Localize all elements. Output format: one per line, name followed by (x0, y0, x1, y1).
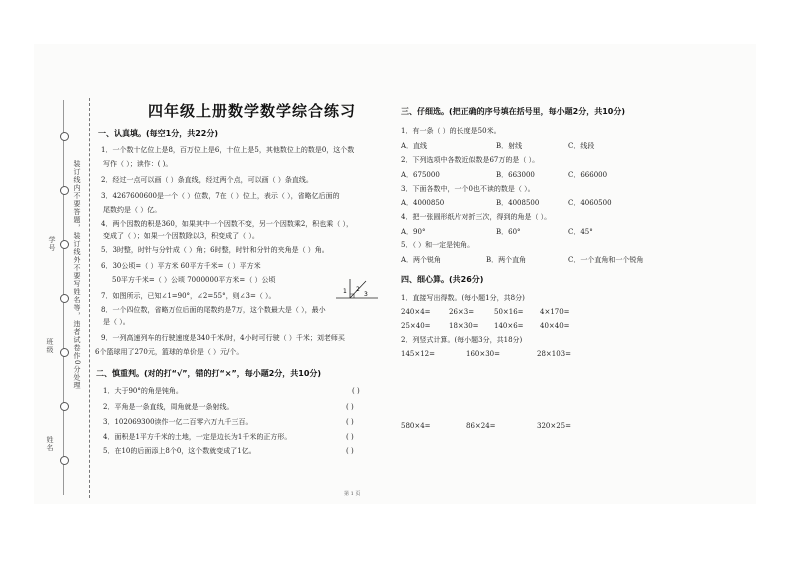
s3-q3-option-c: C．4060500 (568, 199, 612, 207)
s3-q4-option-b: B．60° (496, 228, 521, 236)
answer-blank[interactable]: ( ) (346, 403, 354, 411)
calc-item: 86×24= (466, 422, 496, 430)
s1-q8a: 8．一个四位数，省略万位后面的尾数约是7万，这个数最大是（ ），最小 (101, 306, 326, 314)
binding-dashed-line (89, 98, 90, 498)
s3-q4-option-a: A．90° (401, 228, 426, 236)
s3-q1-option-a: A．直线 (401, 142, 428, 150)
calc-item: 40×40= (540, 322, 570, 330)
class-label: 班级 (46, 338, 54, 354)
s1-q5: 5．3时整，时针与分针成（ ）角；6时整，时针和分针的夹角是（ ）角。 (101, 246, 329, 254)
binding-hole-icon (60, 240, 69, 249)
answer-blank[interactable]: ( ) (352, 387, 360, 395)
section3-title: 三、仔细选。(把正确的序号填在括号里，每小题2分，共10分) (401, 107, 626, 116)
page-number: 第 1 页 (344, 491, 361, 497)
s3-q2-option-a: A．675000 (401, 171, 440, 179)
calc-item: 320×25= (537, 422, 571, 430)
binding-hole-icon (60, 294, 69, 303)
s3-q3-option-a: A．4000850 (401, 199, 445, 207)
s3-q2-option-b: B．663000 (496, 171, 535, 179)
calc-item: 580×4= (401, 422, 431, 430)
s1-q2: 2．经过一点可以画（ ）条直线，经过两个点，可以画（ ）条直线。 (101, 176, 313, 184)
s1-q3b: 尾数约是（ ）亿。 (103, 206, 162, 214)
binding-hole-icon (60, 186, 69, 195)
s1-q4b: 变成了（ ）；如果一个因数除以3，积变成了（ ）。 (103, 232, 259, 240)
calc-item: 28×103= (537, 350, 571, 358)
answer-blank[interactable]: ( ) (346, 418, 354, 426)
s3-q1-option-b: B．射线 (496, 142, 523, 150)
binding-notice: 装订线内不要答题，装订线外不要写姓名等，违者试卷作0分处理 (73, 160, 81, 390)
answer-blank[interactable]: ( ) (346, 447, 354, 455)
calc-item: 145×12= (401, 350, 435, 358)
s1-q7: 7．如图所示，已知∠1=90°，∠2=55°，则∠3=（ ）。 (101, 292, 276, 300)
s3-q3-option-b: B．4008500 (496, 199, 540, 207)
s2-item: 5．在10的后面添上8个0，这个数就变成了1亿。 (103, 447, 256, 455)
s2-item: 4．面积是1平方千米的土地，一定是边长为1千米的正方形。 (103, 433, 292, 441)
calc-item: 26×3= (449, 308, 475, 316)
s2-item: 3．102069300读作一亿二百零六万九千三百。 (103, 418, 253, 426)
binding-hole-icon (60, 132, 69, 141)
s1-q6a: 6．30公顷=（ ）平方米 60平方千米=（ ）平方米 (101, 262, 261, 270)
s1-q6b: 50平方千米=（ ）公顷 7000000平方米=（ ）公顷 (112, 276, 276, 284)
section1-title: 一、认真填。(每空1分，共22分) (98, 129, 219, 138)
s3-q2: 2．下列选项中各数近似数是67万的是（ ）。 (401, 156, 540, 164)
s3-q1-option-c: C．线段 (568, 142, 595, 150)
s3-q1: 1．有一条（ ）的长度是50米。 (401, 127, 501, 135)
calc-item: 18×30= (449, 322, 479, 330)
s1-q9a: 9．一列高速列车的行驶速度是340千米/时，4小时可行驶（ ）千米；刘老师买 (101, 334, 345, 342)
calc-item: 50×16= (494, 308, 524, 316)
s3-q5-option-b: B．两个直角 (486, 256, 527, 264)
s1-q8b: 是（ ）。 (103, 318, 130, 326)
student-id-label: 学号 (48, 236, 56, 252)
calc-item: 240×4= (401, 308, 431, 316)
section2-title: 二、慎重判。(对的打“√”，错的打“×”，每小题2分，共10分) (96, 369, 322, 378)
s3-q5-option-c: C．一个直角和一个锐角 (568, 256, 644, 264)
s4-q2: 2．列竖式计算。(每小题3分，共18分) (401, 336, 523, 344)
s3-q3: 3．下面各数中，一个0也不读的数是（ ）。 (401, 185, 535, 193)
s3-q2-option-c: C．666000 (568, 171, 608, 179)
svg-text:2: 2 (356, 286, 360, 293)
s2-item: 1．大于90°的角是钝角。 (103, 387, 183, 395)
s1-q9b: 6个篮球用了270元，篮球的单价是（ ）元/个。 (95, 348, 244, 356)
svg-text:1: 1 (343, 288, 347, 295)
s3-q5-option-a: A．两个锐角 (401, 256, 442, 264)
binding-hole-icon (60, 348, 69, 357)
name-label: 姓名 (46, 436, 54, 452)
angle-figure (334, 276, 380, 302)
section4-title: 四、细心算。(共26分) (401, 275, 484, 284)
answer-blank[interactable]: ( ) (346, 433, 354, 441)
calc-item: 25×40= (401, 322, 431, 330)
s1-q1b: 写作（ ）；读作：( )。 (103, 160, 173, 168)
calc-item: 160×30= (466, 350, 500, 358)
s1-q4a: 4．两个因数的积是360，如果其中一个因数不变，另一个因数乘2，积也乘（ ）， (101, 220, 353, 228)
calc-item: 4×170= (540, 308, 570, 316)
s3-q4-option-c: C．45° (568, 228, 593, 236)
s1-q1a: 1．一个数十亿位上是8，百万位上是6，十位上是5，其他数位上的数是0，这个数 (101, 146, 355, 154)
page-title: 四年级上册数学数学综合练习 (148, 102, 357, 120)
s4-q1: 1．直接写出得数。(每小题1分，共8分) (401, 294, 525, 302)
binding-hole-icon (60, 402, 69, 411)
binding-hole-icon (60, 456, 69, 465)
s2-item: 2．平角是一条直线，周角就是一条射线。 (103, 403, 234, 411)
s3-q5: 5．（ ）和一定是钝角。 (401, 241, 475, 249)
svg-text:3: 3 (364, 291, 368, 298)
calc-item: 140×6= (494, 322, 524, 330)
s3-q4: 4．把一张圆形纸片对折三次，得到的角是（ ）。 (401, 213, 552, 221)
s1-q3a: 3．4267600600是一个（ ）位数，7在（ ）位上，表示（ ），省略亿后面的 (101, 192, 340, 200)
